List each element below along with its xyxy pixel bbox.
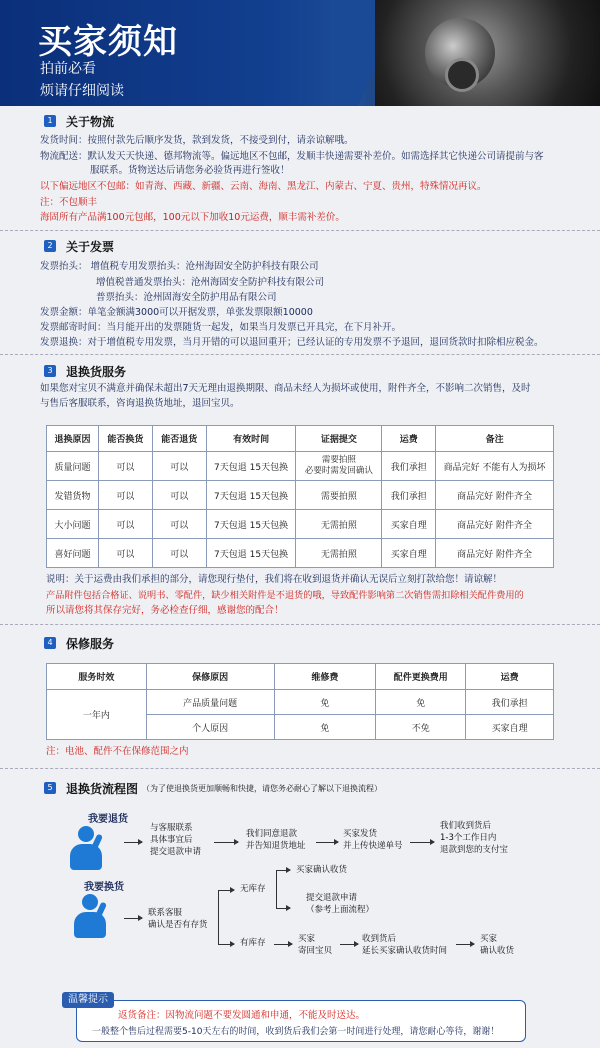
invoice-section — [0, 237, 600, 255]
warranty-header — [0, 634, 600, 652]
flow-section — [0, 779, 600, 797]
table-header: 维修费 — [274, 664, 376, 690]
returns-note-3: 所以请您将其保存完好，务必检查仔细，感谢您的配合！ — [46, 605, 284, 616]
invoice-line-3: 普票抬头：沧州固海安全防护用品有限公司 — [96, 292, 277, 303]
table-row — [47, 452, 554, 481]
warranty-section — [0, 634, 600, 652]
arrow-icon — [218, 944, 234, 945]
table-header: 证据提交 — [296, 426, 382, 452]
logistics-line-2: 物流配送：默认发天天快递、德邦物流等。偏远地区不包邮，发顺丰快递需要补差价。如需选择其它快递公司请提前与客 — [40, 151, 544, 162]
table-cell: 可以 — [152, 452, 206, 481]
no-stock-step-2: 提交退款申请 （参考上面流程） — [306, 893, 375, 915]
table-cell: 7天包退 15天包换 — [206, 452, 296, 481]
arrow-icon — [316, 842, 338, 843]
table-cell: 可以 — [152, 510, 206, 539]
logistics-line-1: 发货时间：按照付款先后顺序发货，款到发货，不接受到付，请亲谅解哦。 — [40, 135, 354, 146]
table-cell: 可以 — [98, 481, 152, 510]
no-stock-step-1: 买家确认收货 — [296, 865, 348, 875]
invoice-line-4: 发票金额：单笔金额满3000可以开据发票，单张发票限额10000 — [40, 307, 313, 318]
table-cell: 无需拍照 — [296, 539, 382, 568]
section-number-icon: 3 — [44, 365, 56, 377]
table-cell: 需要拍照 — [296, 481, 382, 510]
table-cell: 大小问题 — [47, 510, 99, 539]
return-label: 我要退货 — [88, 814, 128, 825]
invoice-title: 关于发票 — [66, 239, 115, 254]
branch-line — [218, 890, 219, 944]
table-cell: 7天包退 15天包换 — [206, 481, 296, 510]
invoice-line-2: 增值税普通发票抬头：沧州海固安全防护科技有限公司 — [96, 277, 325, 288]
return-step-3: 买家发货 并上传快递单号 — [343, 829, 403, 851]
table-header: 退换原因 — [47, 426, 99, 452]
exchange-step-1: 联系客服 确认是否有存货 — [148, 908, 208, 930]
table-cell: 可以 — [152, 481, 206, 510]
returns-header — [0, 362, 600, 380]
section-number-icon: 2 — [44, 240, 56, 252]
flow-note: （为了使退换货更加顺畅和快捷，请您务必耐心了解以下退换流程） — [142, 783, 383, 793]
logistics-section — [0, 112, 600, 130]
table-cell: 7天包退 15天包换 — [206, 539, 296, 568]
invoice-line-1: 发票抬头： 增值税专用发票抬头：沧州海固安全防护科技有限公司 — [40, 261, 319, 272]
table-cell: 商品完好 不能有人为损坏 — [436, 452, 554, 481]
table-cell: 可以 — [152, 539, 206, 568]
arrow-icon — [340, 944, 358, 945]
divider — [0, 354, 600, 355]
has-stock-label: 有库存 — [240, 938, 266, 948]
table-header-row — [47, 664, 554, 690]
table-cell: 商品完好 附件齐全 — [436, 539, 554, 568]
warranty-title: 保修服务 — [66, 636, 115, 651]
flow-title: 退换货流程图 — [66, 781, 139, 796]
invoice-line-6: 发票退换：对于增值税专用发票，当月开错的可以退回重开；已经认证的专用发票不予退回，退回货款时扣除相应税金。 — [40, 337, 544, 348]
invoice-header — [0, 237, 600, 255]
has-stock-step-1: 买家 寄回宝贝 — [298, 934, 333, 956]
page-title: 买家须知 — [38, 22, 178, 62]
table-header: 有效时间 — [206, 426, 296, 452]
person-exchange-icon — [68, 894, 112, 938]
divider — [0, 768, 600, 769]
table-header: 保修原因 — [146, 664, 274, 690]
exchange-label: 我要换货 — [84, 882, 124, 893]
return-step-1: 与客服联系 具体事宜后 提交退款申请 — [150, 823, 202, 857]
gas-mask-filter — [445, 58, 479, 92]
returns-table — [46, 425, 554, 568]
divider — [0, 230, 600, 231]
returns-intro-2: 与售后客服联系，咨询退换货地址，退回宝贝。 — [40, 398, 240, 409]
warranty-table — [46, 663, 554, 740]
return-step-4: 我们收到货后 1-3个工作日内 退款到您的支付宝 — [440, 821, 509, 855]
returns-note-2: 产品附件包括合格证、说明书、零配件，缺少相关附件是不退货的哦，导致配件影响第二次销售需扣除相关配件费用的 — [46, 590, 524, 601]
section-number-icon: 4 — [44, 637, 56, 649]
table-cell: 买家自理 — [382, 539, 436, 568]
table-cell: 免 — [274, 690, 376, 715]
table-row — [47, 690, 554, 715]
invoice-line-5: 发票邮寄时间：当月能开出的发票随货一起发，如果当月发票已开具完，在下月补开。 — [40, 322, 402, 333]
table-cell: 可以 — [98, 452, 152, 481]
table-cell: 7天包退 15天包换 — [206, 510, 296, 539]
has-stock-step-2: 收到货后 延长买家确认收货时间 — [362, 934, 448, 956]
person-return-icon — [64, 826, 108, 870]
section-number-icon: 1 — [44, 115, 56, 127]
logistics-line-5: 注：不包顺丰 — [40, 197, 98, 208]
returns-section — [0, 362, 600, 380]
table-cell: 喜好问题 — [47, 539, 99, 568]
table-cell: 可以 — [98, 510, 152, 539]
table-row — [47, 539, 554, 568]
table-cell: 商品完好 附件齐全 — [436, 510, 554, 539]
table-cell: 我们承担 — [466, 690, 554, 715]
table-row — [47, 510, 554, 539]
table-cell: 一年内 — [47, 690, 147, 740]
flow-header — [0, 779, 600, 797]
warranty-note: 注：电池、配件不在保修范围之内 — [46, 746, 189, 757]
returns-intro-1: 如果您对宝贝不满意并确保未超出7天无理由退换期限、商品未经人为损坏或使用，附件齐全，不影响二次销售，及时 — [40, 383, 531, 394]
table-cell: 买家自理 — [382, 510, 436, 539]
table-header: 能否退货 — [152, 426, 206, 452]
table-cell: 免 — [274, 715, 376, 740]
logistics-title: 关于物流 — [66, 114, 115, 129]
table-cell: 无需拍照 — [296, 510, 382, 539]
returns-note-1: 说明：关于运费由我们承担的部分，请您现行垫付，我们将在收到退货并确认无误后立刻打款给您！请谅解！ — [46, 574, 503, 585]
logistics-line-6: 海固所有产品满100元包邮，100元以下加收10元运费，顺丰需补差价。 — [40, 212, 345, 223]
return-step-2: 我们同意退款 并告知退货地址 — [246, 829, 306, 851]
section-number-icon: 5 — [44, 782, 56, 794]
divider — [0, 624, 600, 625]
table-cell: 质量问题 — [47, 452, 99, 481]
table-cell: 发错货物 — [47, 481, 99, 510]
table-cell: 需要拍照 必要时需发回确认 — [296, 452, 382, 481]
gas-mask-image — [375, 0, 600, 106]
arrow-icon — [456, 944, 474, 945]
branch-line — [276, 870, 277, 908]
arrow-icon — [274, 944, 292, 945]
page-subtitle-1: 拍前必看 — [40, 61, 96, 77]
arrow-icon — [276, 908, 290, 909]
arrow-icon — [276, 870, 290, 871]
has-stock-step-3: 买家 确认收货 — [480, 934, 515, 956]
table-header-row — [47, 426, 554, 452]
table-header: 运费 — [382, 426, 436, 452]
table-cell: 可以 — [98, 539, 152, 568]
arrow-icon — [410, 842, 434, 843]
table-cell: 买家自理 — [466, 715, 554, 740]
table-header: 备注 — [436, 426, 554, 452]
header-banner — [0, 0, 600, 106]
arrow-icon — [214, 842, 238, 843]
table-cell: 我们承担 — [382, 452, 436, 481]
logistics-line-3: 服联系。货物送达后请您务必验货再进行签收！ — [90, 165, 290, 176]
arrow-icon — [124, 842, 142, 843]
tip-tag: 温馨提示 — [62, 992, 114, 1008]
tip-line-2: 一般整个售后过程需要5-10天左右的时间，收到货后我们会第一时间进行处理，请您耐心等待，谢谢！ — [92, 1027, 500, 1037]
logistics-line-4: 以下偏远地区不包邮：如青海、西藏、新疆、云南、海南、黑龙江、内蒙古、宁夏、贵州，特殊情况再议。 — [40, 181, 487, 192]
logistics-header — [0, 112, 600, 130]
table-cell: 免 — [376, 690, 466, 715]
table-cell: 商品完好 附件齐全 — [436, 481, 554, 510]
table-cell: 我们承担 — [382, 481, 436, 510]
no-stock-label: 无库存 — [240, 884, 266, 894]
table-cell: 不免 — [376, 715, 466, 740]
table-cell: 产品质量问题 — [146, 690, 274, 715]
arrow-icon — [218, 890, 234, 891]
table-cell: 个人原因 — [146, 715, 274, 740]
table-row — [47, 481, 554, 510]
tip-line-1: 返货备注：因物流问题不要发圆通和申通，不能及时送达。 — [118, 1010, 366, 1021]
table-header: 服务时效 — [47, 664, 147, 690]
arrow-icon — [124, 918, 142, 919]
page-subtitle-2: 烦请仔细阅读 — [40, 83, 124, 99]
table-header: 运费 — [466, 664, 554, 690]
table-header: 配件更换费用 — [376, 664, 466, 690]
table-header: 能否换货 — [98, 426, 152, 452]
returns-title: 退换货服务 — [66, 364, 127, 379]
